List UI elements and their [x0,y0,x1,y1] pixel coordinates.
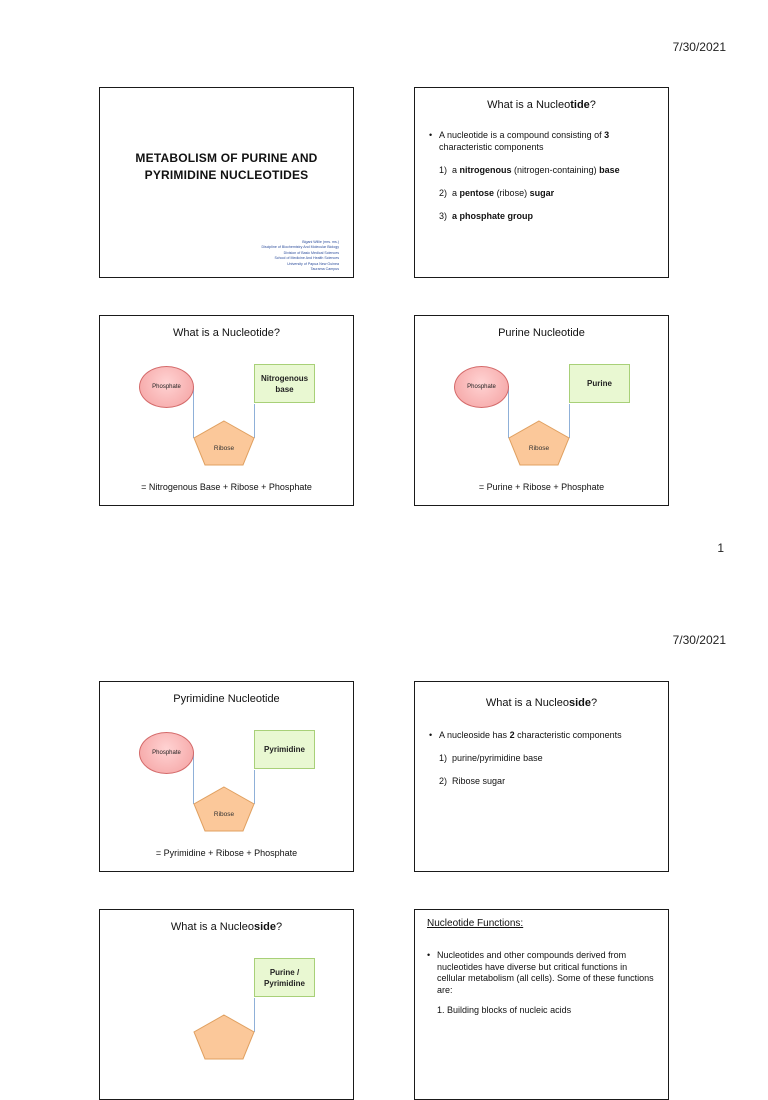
nitrogenous-base-box [254,364,315,403]
item-text: sugar [529,188,555,198]
credit-line: Bigani Willie (mrs. ms.) [302,240,339,244]
base-label: Purine / [269,967,300,977]
heading-text: What is a Nucleo [487,99,571,111]
item-text: nitrogenous [459,165,512,175]
slide-body [427,918,658,1016]
credit-line: University of Papua New Guinea [287,261,339,266]
item-text: pentose [459,188,495,198]
bullet-item [427,950,658,996]
ribose-label: Ribose [213,445,235,452]
title-line-2: PYRIMIDINE NUCLEOTIDES [144,168,309,182]
item-text: Ribose sugar [452,776,506,786]
bullet-text: characteristic components [439,142,544,152]
heading-text: What is a Nucleo [485,697,569,709]
item-number: 2) [439,188,448,198]
slide-caption: = Nitrogenous Base + Ribose + Phosphate [141,482,312,492]
ribose-pentagon [193,786,255,832]
ribose-pentagon [193,1014,255,1060]
base-label: Pyrimidine [264,978,305,988]
credit-line: Taurama Campus [310,267,339,272]
phosphate-circle: Phosphate [139,732,194,774]
numbered-item [429,210,658,222]
item-text: (ribose) [494,188,530,198]
numbered-item: 1. Building blocks of nucleic acids [437,1005,572,1015]
page1-date: 7/30/2021 [672,40,726,54]
item-text: (nitrogen-containing) [511,165,600,175]
slide-caption: = Purine + Ribose + Phosphate [478,482,605,492]
bullet-text: A nucleoside has [439,730,510,740]
heading-emphasis: tide [570,99,590,111]
phosphate-circle: Phosphate [454,366,509,408]
slide-caption: = Pyrimidine + Ribose + Phosphate [155,848,298,858]
slide-nucleotide-definition [414,87,669,278]
slide-heading: Purine Nucleotide [498,327,585,339]
heading-text: ? [276,921,283,933]
numbered-item [429,775,658,787]
heading-emphasis: side [254,921,277,933]
item-number: 1) [439,753,448,763]
phosphate-circle: Phosphate [139,366,194,408]
item-text: a phosphate group [452,211,534,221]
slide-body [429,129,658,222]
pentagon-shape [193,786,255,832]
pyrimidine-box: Pyrimidine [254,730,315,769]
ribose-label: Ribose [528,445,550,452]
slide-heading: Pyrimidine Nucleotide [173,693,280,705]
ribose-label: Ribose [213,811,235,818]
bullet-item [429,129,658,153]
pentagon-shape [193,420,255,466]
item-number: 3) [439,211,448,221]
heading-text: ? [589,99,596,111]
slide-heading: What is a Nucleotide? [173,327,280,339]
heading-emphasis: side [569,697,592,709]
item-number: 2) [439,776,448,786]
slide-pyrimidine-nucleotide [99,681,354,872]
ribose-pentagon [508,420,570,466]
slide-nucleotide-diagram [99,315,354,506]
numbered-item [429,187,658,199]
heading-text: What is a Nucleo [170,921,254,933]
title-line-1: METABOLISM OF PURINE AND [135,151,318,165]
slide-heading [100,921,353,933]
numbered-item [429,752,658,764]
slide-body [429,729,658,787]
credit-line: School of Medicine And Health Sciences [274,256,339,261]
page2-date: 7/30/2021 [672,633,726,647]
pentagon-shape [193,1014,255,1060]
item-text: purine/pyrimidine base [452,753,543,763]
credit-line: Discipline of Biochemistry And Molecular Biology [261,245,339,250]
purine-box: Purine [569,364,630,403]
base-label: Nitrogenous [260,373,309,383]
slide-nucleoside-definition [414,681,669,872]
bullet-item [429,729,658,741]
heading-text: ? [591,697,598,709]
slide-heading [415,697,668,709]
bullet-text: A nucleotide is a compound consisting of [439,130,605,140]
author-credits [262,240,340,272]
slide-purine-nucleotide [414,315,669,506]
item-number: 1) [439,165,448,175]
pentagon-shape [508,420,570,466]
bullet-emphasis: 2 [509,730,515,740]
bullet-text: Nucleotides and other compounds derived from nucleotides have diverse but critical functions in cellular metabolism (all cells). Some of these functions are: [437,950,654,995]
slide-title [99,87,354,278]
purine-pyrimidine-box [254,958,315,997]
ribose-pentagon [193,420,255,466]
credit-line: Division of Basic Medical Sciences [283,250,339,255]
item-text: a [452,188,460,198]
page1-number: 1 [717,541,724,555]
slide-heading: Nucleotide Functions: [427,918,524,929]
numbered-list [429,164,658,222]
numbered-item [429,164,658,176]
bullet-emphasis: 3 [604,130,610,140]
base-label: base [275,384,294,394]
slide-heading [415,99,668,111]
presentation-title [100,150,353,184]
slide-nucleoside-diagram [99,909,354,1100]
slide-nucleotide-functions [414,909,669,1100]
item-text: base [599,165,620,175]
bullet-text: characteristic components [514,730,622,740]
item-text: a [452,165,460,175]
